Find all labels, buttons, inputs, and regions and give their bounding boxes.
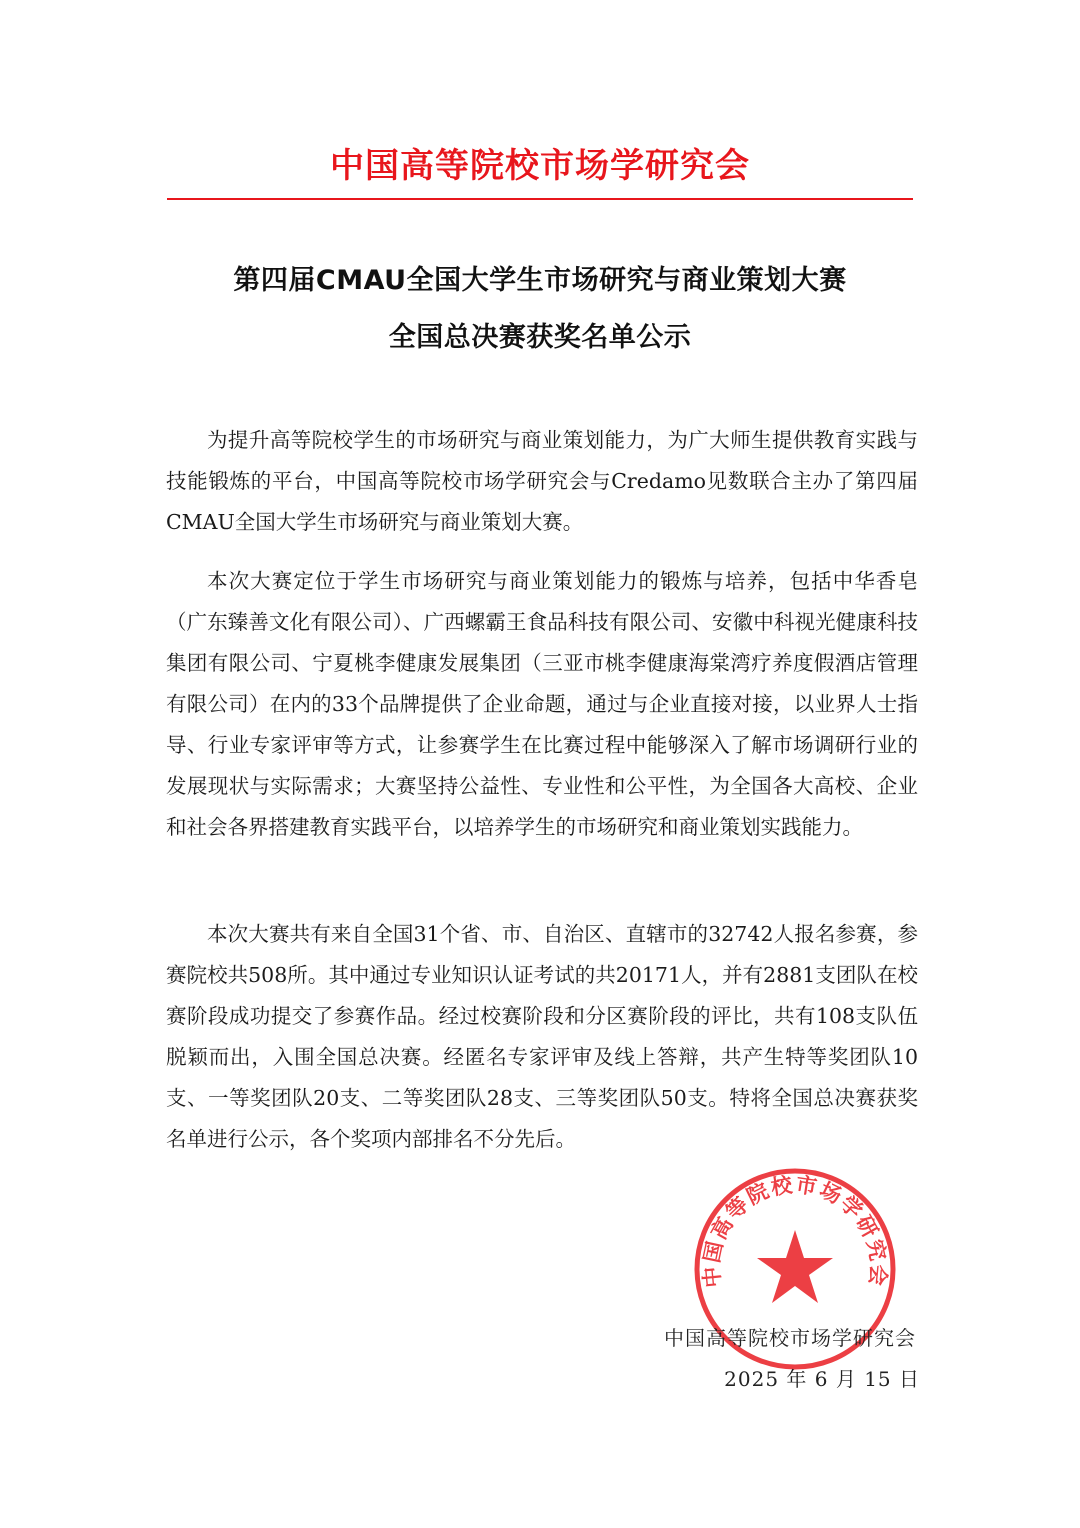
body-paragraph-2: 本次大赛定位于学生市场研究与商业策划能力的锻炼与培养，包括中华香皂（广东臻善文化有限公司）、广西螺霸王食品科技有限公司、安徽中科视光健康科技集团有限公司、宁夏桃李健康发展集团（三亚市桃李健康海棠湾疗养度假酒店管理有限公司）在内的33个品牌提供了企业命题，通过与企业直接对接，以业界人士指导、行业专家评审等方式，让参赛学生在比赛过程中能够深入了解市场调研行业的发展现状与实际需求；大赛坚持公益性、专业性和公平性，为全国各大高校、企业和社会各界搭建教育实践平台，以培养学生的市场研究和商业策划实践能力。 <box>166 569 918 839</box>
star-icon <box>757 1230 833 1303</box>
signature-date: 2025 年 6 月 15 日 <box>724 1367 920 1391</box>
org-letterhead: 中国高等院校市场学研究会 <box>330 146 750 186</box>
document-title-line-2: 全国总决赛获奖名单公示 <box>388 322 692 353</box>
seal-lettering: 中国高等院校市场学研究会 <box>698 1171 892 1289</box>
letterhead-divider <box>167 198 913 200</box>
body-paragraph-1: 为提升高等院校学生的市场研究与商业策划能力，为广大师生提供教育实践与技能锻炼的平台，中国高等院校市场学研究会与Credamo见数联合主办了第四届CMAU全国大学生市场研究与商业策划大赛。 <box>166 428 918 534</box>
body-paragraph-3: 本次大赛共有来自全国31个省、市、自治区、直辖市的32742人报名参赛，参赛院校共508所。其中通过专业知识认证考试的共20171人，并有2881支团队在校赛阶段成功提交了参赛作品。经过校赛阶段和分区赛阶段的评比，共有108支队伍脱颖而出，入围全国总决赛。经匿名专家评审及线上答辩，共产生特等奖团队10支、一等奖团队20支、二等奖团队28支、三等奖团队50支。特将全国总决赛获奖名单进行公示，各个奖项内部排名不分先后。 <box>166 922 918 1151</box>
document-title-line-1: 第四届CMAU全国大学生市场研究与商业策划大赛 <box>233 265 847 296</box>
signature-organization: 中国高等院校市场学研究会 <box>664 1326 916 1350</box>
